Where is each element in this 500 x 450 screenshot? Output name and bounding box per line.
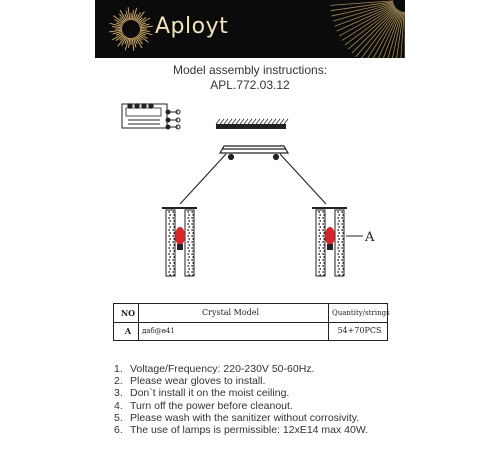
list-item: 1. Voltage/Frequency: 220-230V 50-60Hz. [114,363,315,375]
header-quantity: Quantity/strings [332,309,390,317]
canopy-icon [220,146,288,160]
list-item: 3. Don`t install it on the moist ceiling. [114,387,290,400]
header-no: NO [120,308,136,318]
model-code: APL.772.03.12 [210,78,290,92]
cell-quantity: 54+70PCS [337,326,382,335]
callout-label: A [365,230,375,245]
crystal-spec-table [113,303,388,341]
suspension-cables [166,154,326,205]
sunburst-logo-icon [95,0,405,58]
terminal-block-icon [122,104,180,129]
list-item: 5. Please wash with the sanitizer without corrosivity. [114,411,360,424]
brand-banner [95,0,405,58]
table-header-row [114,304,390,323]
ceiling-mount-icon [216,119,288,129]
list-item: 2. Please wear gloves to install. [114,375,266,388]
brand-name: Aployt [155,14,229,39]
chandelier-assembly-diagram [0,95,500,285]
instructions-list [114,363,368,436]
list-item: 6. The use of lamps is permissible: 12xE14 max 40W. [114,424,369,437]
list-item: 4. Turn off the power before cleanout. [114,399,293,412]
cell-no: A [124,326,132,336]
header-crystal-model: Crystal Model [202,308,260,317]
table-row [114,322,387,340]
document-title: Model assembly instructions: [172,63,328,77]
cell-model: даб@ө41 [142,327,175,335]
